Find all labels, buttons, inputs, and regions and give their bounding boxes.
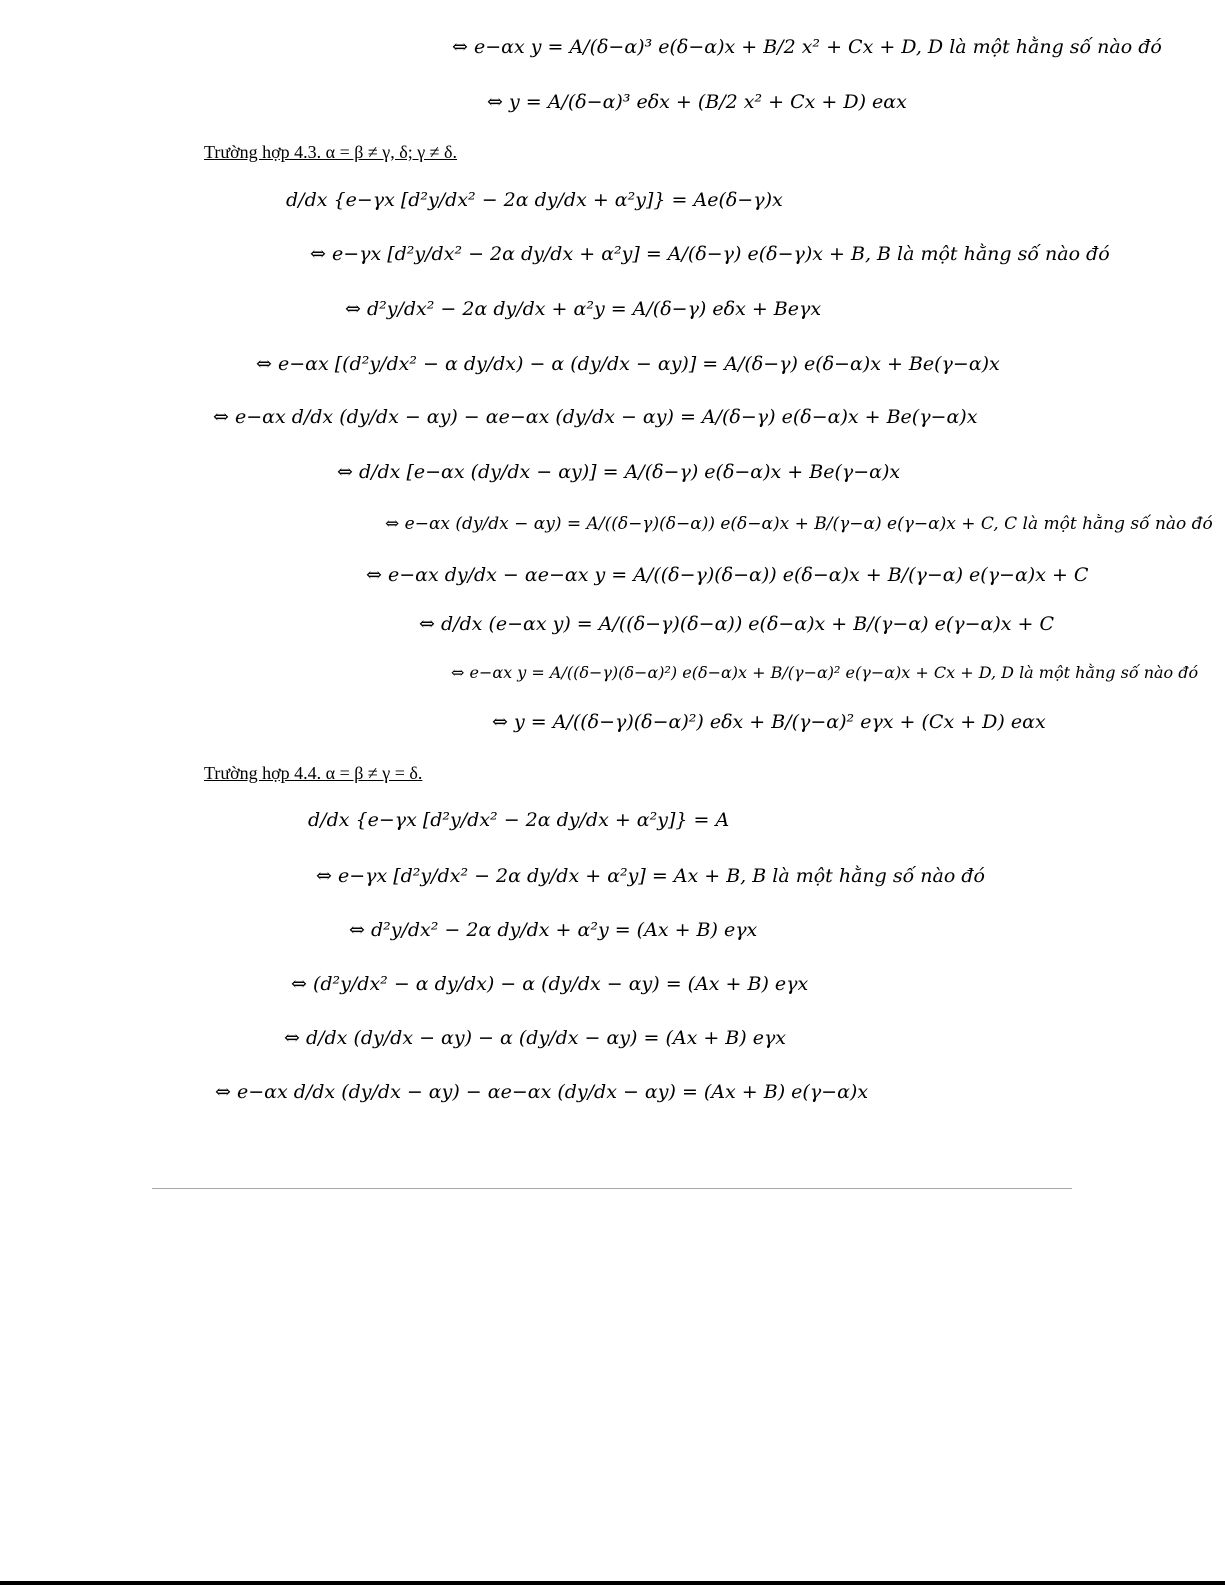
equation-line: ⇔ e−αx [(d²y/dx² − α dy/dx) − α (dy/dx − αy)] = A/(δ−γ) e(δ−α)x + Be(γ−α)x xyxy=(256,353,1000,375)
equation-line: ⇔ e−γx [d²y/dx² − 2α dy/dx + α²y] = A/(δ−γ) e(δ−γ)x + B, B là một hằng số nào đó xyxy=(310,243,1110,265)
equation-line: ⇔ e−αx dy/dx − αe−αx y = A/((δ−γ)(δ−α)) e(δ−α)x + B/(γ−α) e(γ−α)x + C xyxy=(366,564,1089,586)
equation-line: ⇔ e−γx [d²y/dx² − 2α dy/dx + α²y] = Ax + B, B là một hằng số nào đó xyxy=(316,865,985,887)
equation-line: ⇔ d/dx [e−αx (dy/dx − αy)] = A/(δ−γ) e(δ−α)x + Be(γ−α)x xyxy=(337,461,901,483)
equation-line: ⇔ e−αx y = A/(δ−α)³ e(δ−α)x + B/2 x² + Cx + D, D là một hằng số nào đó xyxy=(452,36,1162,58)
case-heading: Trường hợp 4.3. α = β ≠ γ, δ; γ ≠ δ. xyxy=(204,142,458,162)
equation-line: ⇔ e−αx y = A/((δ−γ)(δ−α)²) e(δ−α)x + B/(γ−α)² e(γ−α)x + Cx + D, D là một hằng số nào đó xyxy=(451,663,1199,682)
equation-line: ⇔ e−αx d/dx (dy/dx − αy) − αe−αx (dy/dx − αy) = (Ax + B) e(γ−α)x xyxy=(215,1081,869,1103)
bottom-border xyxy=(0,1581,1225,1585)
equation-line: ⇔ d²y/dx² − 2α dy/dx + α²y = A/(δ−γ) eδx + Beγx xyxy=(345,298,822,320)
equation-line: ⇔ y = A/(δ−α)³ eδx + (B/2 x² + Cx + D) eαx xyxy=(487,91,907,113)
equation-line: ⇔ d/dx (e−αx y) = A/((δ−γ)(δ−α)) e(δ−α)x + B/(γ−α) e(γ−α)x + C xyxy=(419,613,1055,635)
equation-line: ⇔ (d²y/dx² − α dy/dx) − α (dy/dx − αy) = (Ax + B) eγx xyxy=(291,973,809,995)
equation-line: ⇔ d/dx (dy/dx − αy) − α (dy/dx − αy) = (Ax + B) eγx xyxy=(284,1027,787,1049)
equation-line: d/dx {e−γx [d²y/dx² − 2α dy/dx + α²y]} = A xyxy=(308,809,730,831)
equation-line: ⇔ e−αx d/dx (dy/dx − αy) − αe−αx (dy/dx − αy) = A/(δ−γ) e(δ−α)x + Be(γ−α)x xyxy=(213,406,978,428)
equation-line: d/dx {e−γx [d²y/dx² − 2α dy/dx + α²y]} = Ae(δ−γ)x xyxy=(286,189,783,211)
equation-line: ⇔ d²y/dx² − 2α dy/dx + α²y = (Ax + B) eγx xyxy=(349,919,758,941)
equation-line: ⇔ y = A/((δ−γ)(δ−α)²) eδx + B/(γ−α)² eγx + (Cx + D) eαx xyxy=(492,711,1046,733)
case-heading: Trường hợp 4.4. α = β ≠ γ = δ. xyxy=(204,763,423,783)
page-divider xyxy=(152,1188,1072,1189)
equation-line: ⇔ e−αx (dy/dx − αy) = A/((δ−γ)(δ−α)) e(δ−α)x + B/(γ−α) e(γ−α)x + C, C là một hằng số nào đó xyxy=(385,514,1213,534)
